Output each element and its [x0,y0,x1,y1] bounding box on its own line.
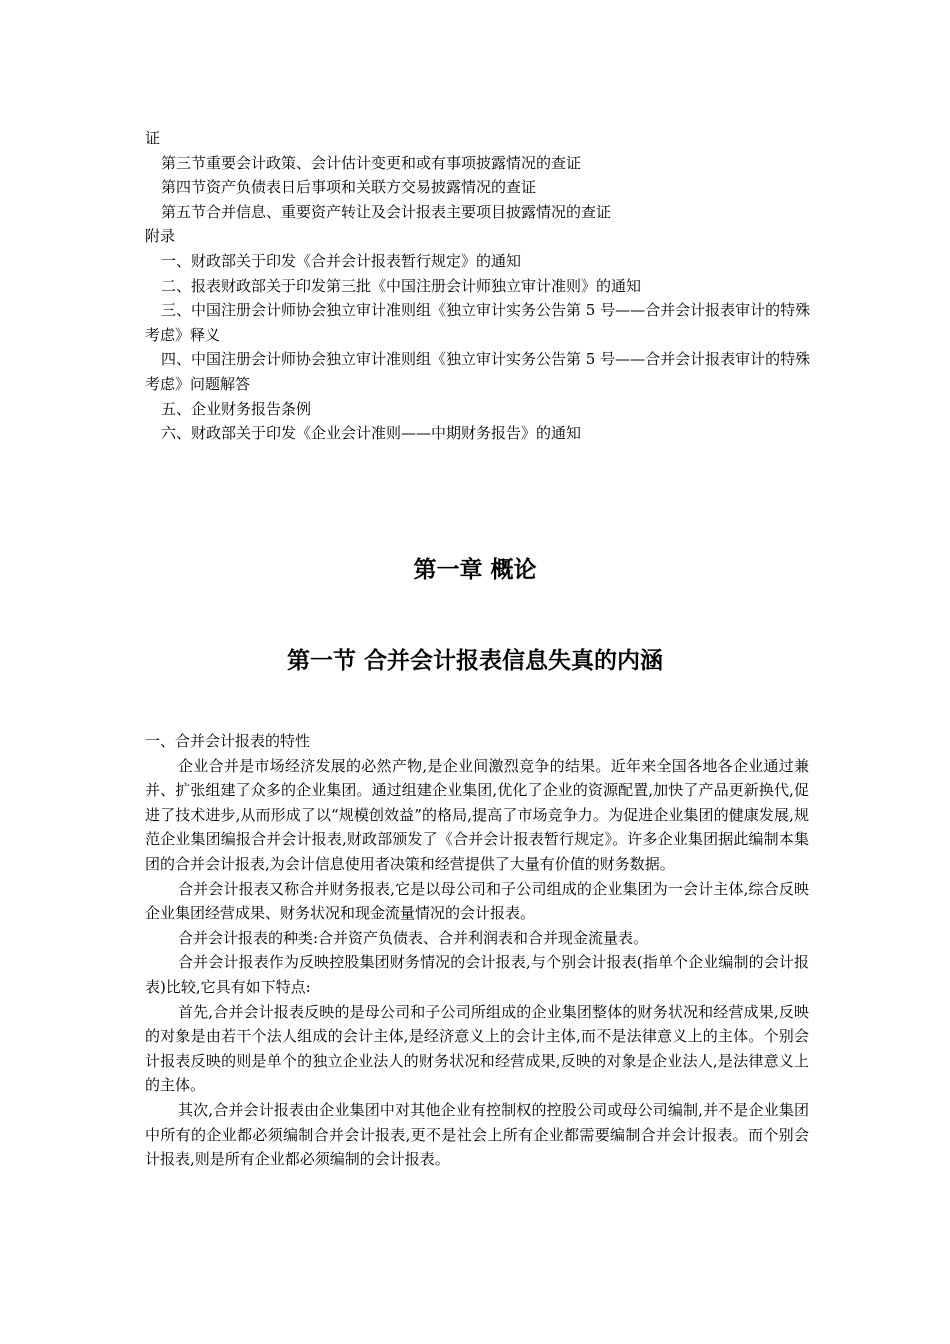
toc-appendix-item-4: 四、中国注册会计师协会独立审计准则组《独立审计实务公告第 5 号——合并会计报表审计的特殊考虑》问题解答 [145,350,811,393]
toc-appendix-item-3: 三、中国注册会计师协会独立审计准则组《独立审计实务公告第 5 号——合并会计报表审计的特殊考虑》释义 [145,301,811,344]
paragraph: 其次,合并会计报表由企业集团中对其他企业有控制权的控股公司或母公司编制,并不是企业集团中所有的企业都必须编制合并会计报表,更不是社会上所有企业都需要编制合并会计报表。而个别会计报表,则是所有企业都必须编制的会计报表。 [145,1100,809,1169]
toc-appendix-item-5: 五、企业财务报告条例 [161,399,312,418]
toc-appendix-label: 附录 [145,227,176,246]
toc-appendix-item-1: 一、财政部关于印发《合并会计报表暂行规定》的通知 [161,251,522,270]
table-of-contents [145,126,815,446]
section-title: 第一节 合并会计报表信息失真的内涵 [286,648,663,674]
paragraph: 企业合并是市场经济发展的必然产物,是企业间激烈竞争的结果。近年来全国各地各企业通过兼并、扩张组建了众多的企业集团。通过组建企业集团,优化了企业的资源配置,加快了产品更新换代,促进了技术进步,从而形成了以“规模创效益”的格局,提高了市场竞争力。为促进企业集团的健康发展,规范企业集团编报合并会计报表,财政部颁发了《合并会计报表暂行规定》。许多企业集团据此编制本集团的合并会计报表,为会计信息使用者决策和经营提供了大量有价值的财务数据。 [145,756,809,873]
toc-appendix-item-2: 二、报表财政部关于印发第三批《中国注册会计师独立审计准则》的通知 [161,276,642,295]
toc-section-4: 第四节资产负债表日后事项和关联方交易披露情况的查证 [161,178,537,197]
body-text [145,729,809,1172]
paragraph: 合并会计报表作为反映控股集团财务情况的会计报表,与个别会计报表(指单个企业编制的会计报表)比较,它具有如下特点: [145,953,809,996]
toc-continued-text: 证 [145,129,161,147]
paragraph: 合并会计报表的种类:合并资产负债表、合并利润表和合并现金流量表。 [178,928,649,947]
paragraph: 首先,合并会计报表反映的是母公司和子公司所组成的企业集团整体的财务状况和经营成果,反映的对象是由若干个法人组成的会计主体,是经济意义上的会计主体,而不是法律意义上的主体。个别会计报表反映的则是单个的独立企业法人的财务状况和经营成果,反映的对象是企业法人,是法律意义上的主体。 [145,1002,809,1095]
paragraph: 合并会计报表又称合并财务报表,它是以母公司和子公司组成的企业集团为一会计主体,综合反映企业集团经营成果、财务状况和现金流量情况的会计报表。 [145,879,809,923]
chapter-title: 第一章 概论 [413,557,537,583]
toc-section-3: 第三节重要会计政策、会计估计变更和或有事项披露情况的查证 [161,153,582,172]
toc-section-5: 第五节合并信息、重要资产转让及会计报表主要项目披露情况的查证 [161,202,612,221]
subsection-heading: 一、合并会计报表的特性 [145,732,311,750]
toc-appendix-item-6: 六、财政部关于印发《企业会计准则——中期财务报告》的通知 [161,424,582,443]
